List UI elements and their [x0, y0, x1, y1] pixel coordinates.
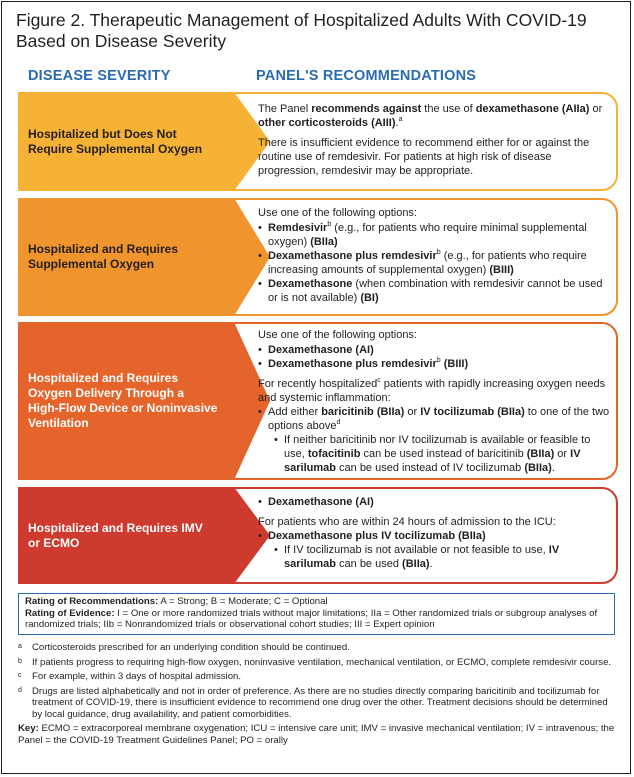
title-line-2: Based on Disease Severity — [16, 31, 227, 51]
severity-label — [28, 198, 233, 316]
recommendation-text — [258, 206, 613, 305]
severity-row-supplemental-oxygen — [18, 198, 618, 316]
severity-label-line: Ventilation — [28, 416, 89, 430]
rating-evidence: Rating of Evidence: I = One or more randomized trials without major limitations; IIa = Other randomized trials or subgroup analyses of randomized trials; IIb = Nonrandomized trials or observational cohort studies; III = Expert opinion — [25, 607, 598, 630]
recommendation-sub-option: • If IV tocilizumab is not available or not feasible to use, IV sarilumab can be used (BIIa). — [258, 543, 613, 571]
rating-legend — [18, 593, 615, 635]
recommendation-intro: Use one of the following options: — [258, 329, 417, 341]
recommendation-text — [258, 495, 613, 571]
recommendation-list — [258, 495, 613, 509]
recommendation-paragraph: The Panel recommends against the use of dexamethasone (AIIa) or other corticosteroids (AIII).$^a$ — [258, 103, 603, 129]
footnote-marker: a — [398, 116, 403, 123]
severity-label-line: Require Supplemental Oxygen — [28, 141, 203, 156]
recommendation-intro: Use one of the following options: — [258, 207, 417, 219]
column-header-recommendations: PANEL'S RECOMMENDATIONS — [256, 68, 477, 84]
severity-row-high-flow — [18, 322, 618, 480]
severity-label-line: Hospitalized and Requires IMV — [28, 520, 203, 535]
recommendation-option: • Dexamethasone plus remdesivir$^b$ (BIII) — [258, 357, 613, 371]
recommendation-option: • Add either baricitinib (BIIa) or IV tocilizumab (BIIa) to one of the two options above$^d$ — [258, 405, 613, 433]
recommendation-sub-option: • If neither baricitinib nor IV tocilizumab is available or feasible to use, tofacitinib can be used instead of baricitinib (BIIa) or IV sarilumab can be used instead of IV tocilizumab (BIIa). — [258, 433, 613, 475]
severity-label-line: Supplemental Oxygen — [28, 257, 155, 271]
recommendation-option: • Dexamethasone (AI) — [258, 495, 613, 509]
footnote: d Drugs are listed alphabetically and not in order of preference. As there are no studies directly comparing baricitinib and tocilizumab for treatment of COVID-19, there is insufficient evidence to recommend one drug over the other. Treatment decisions should be determined by local guidance, drug availability, and patient comorbidities. — [18, 685, 608, 720]
severity-label-line: Oxygen Delivery Through a — [28, 386, 185, 400]
recommendation-paragraph: For recently hospitalized$^c$ patients with rapidly increasing oxygen needs and systemic inflammation: — [258, 377, 606, 404]
severity-label — [28, 322, 233, 480]
figure-title — [16, 10, 616, 52]
severity-label-line: Hospitalized and Requires — [28, 371, 179, 385]
title-line-1: Figure 2. Therapeutic Management of Hospitalized Adults With COVID-19 — [16, 10, 587, 30]
column-header-severity: DISEASE SEVERITY — [28, 68, 171, 84]
severity-label-line: Hospitalized and Requires — [28, 242, 179, 256]
severity-row-no-oxygen — [18, 92, 618, 191]
severity-label-line: or ECMO — [28, 535, 80, 550]
severity-label-line: High-Flow Device or Noninvasive — [28, 401, 218, 415]
recommendation-option: • Remdesivir$^b$ (e.g., for patients who require minimal supplemental oxygen) (BIIa) — [258, 221, 613, 249]
recommendation-paragraph: For patients who are within 24 hours of admission to the ICU: — [258, 516, 556, 528]
footnote: c For example, within 3 days of hospital admission. — [18, 671, 242, 682]
recommendation-sublist — [258, 405, 613, 475]
recommendation-option: • Dexamethasone plus remdesivir$^b$ (e.g., for patients who require increasing amounts of supplemental oxygen) (BIII) — [258, 249, 613, 277]
recommendation-option: • Dexamethasone (when combination with remdesivir cannot be used or is not available) (BI) — [258, 277, 613, 305]
severity-label-line: Hospitalized but Does Not — [28, 126, 177, 141]
recommendation-text — [258, 102, 613, 184]
figure-frame — [1, 1, 631, 774]
recommendation-text — [258, 328, 613, 475]
recommendation-list — [258, 221, 613, 305]
abbreviation-key: Key: ECMO = extracorporeal membrane oxygenation; ICU = intensive care unit; IMV = invasive mechanical ventilation; IV = intravenous; the Panel = the COVID-19 Treatment Guidelines Panel; PO = orally — [18, 723, 615, 746]
footnote: a Corticosteroids prescribed for an underlying condition should be continued. — [18, 642, 350, 653]
rating-recommendations: Rating of Recommendations: A = Strong; B = Moderate; C = Optional — [25, 596, 328, 607]
severity-row-imv-ecmo — [18, 487, 618, 584]
recommendation-option: • Dexamethasone (AI) — [258, 343, 613, 357]
severity-label — [28, 92, 233, 191]
footnote: b If patients progress to requiring high-flow oxygen, noninvasive ventilation, mechanical ventilation, or ECMO, complete remdesivir course. — [18, 656, 612, 668]
recommendation-paragraph: There is insufficient evidence to recommend either for or against the routine use of remdesivir. For patients at high risk of disease progression, remdesivir may be appropriate. — [258, 137, 590, 177]
recommendation-list — [258, 343, 613, 371]
recommendation-sublist — [258, 529, 613, 571]
recommendation-option: • Dexamethasone plus IV tocilizumab (BIIa) — [258, 529, 613, 543]
severity-label — [28, 487, 233, 584]
footnotes — [18, 642, 618, 746]
